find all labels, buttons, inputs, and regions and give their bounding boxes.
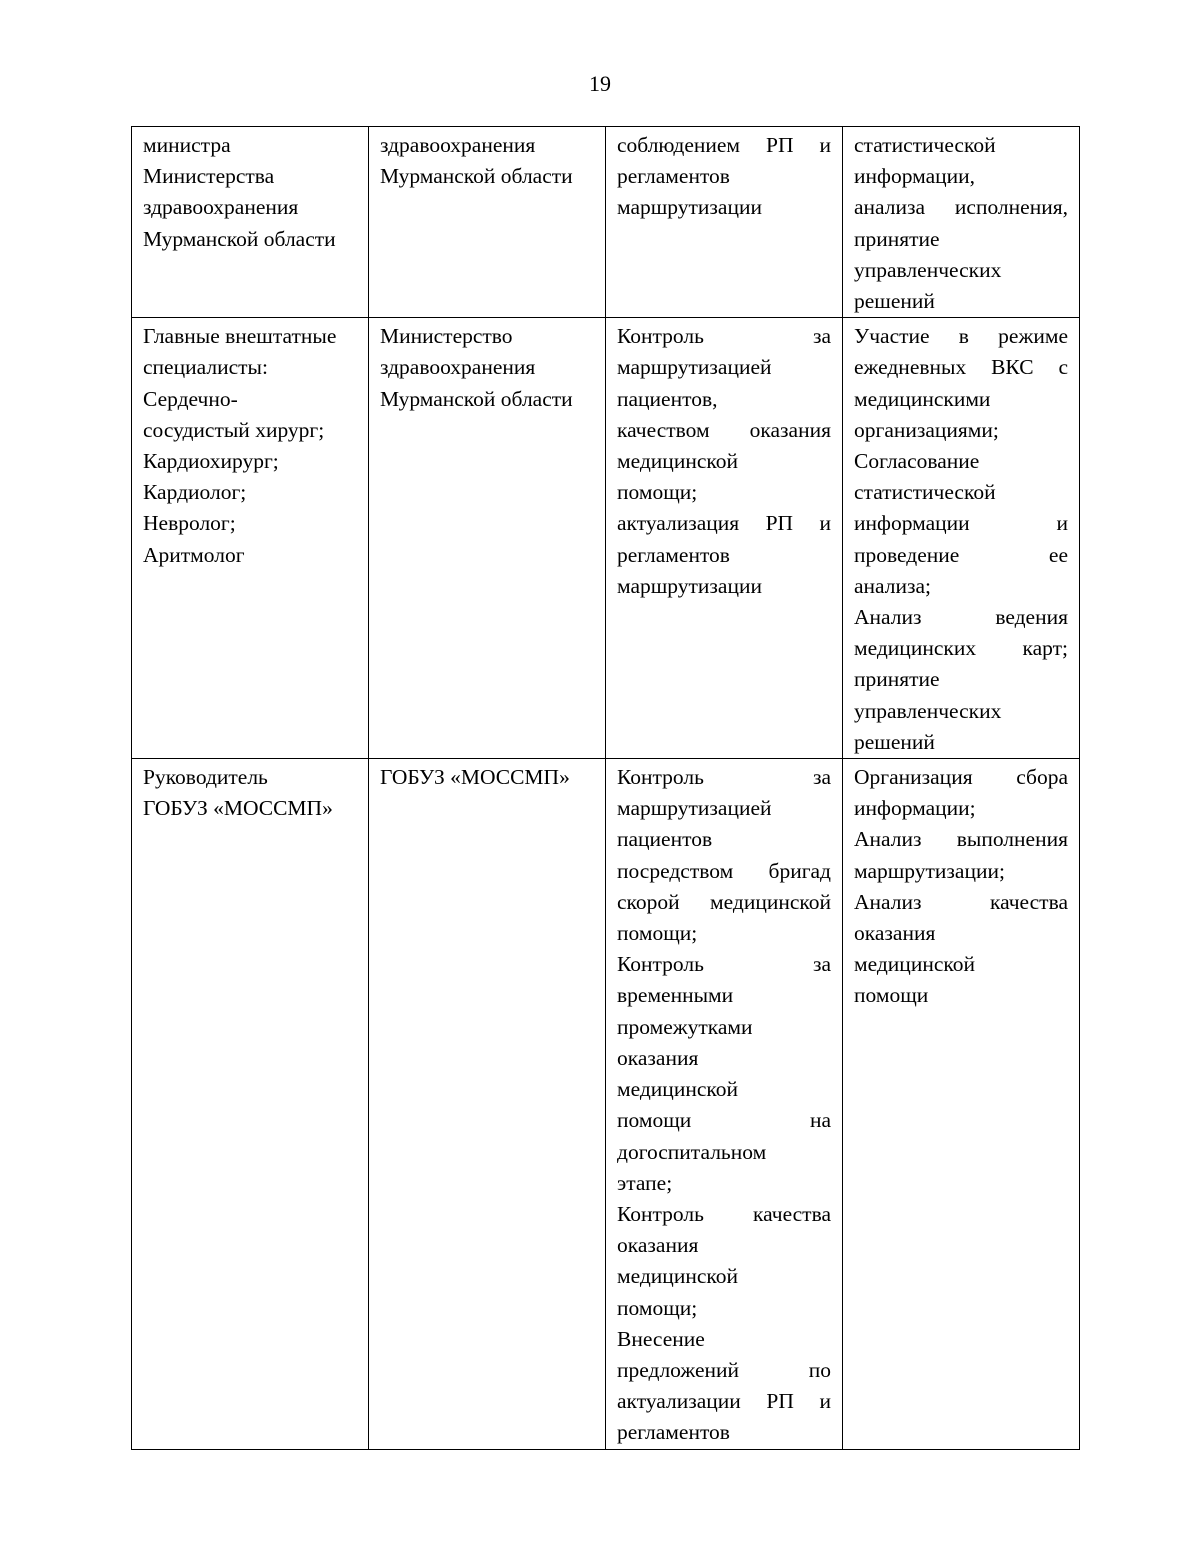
cell-text-line: пациентов bbox=[617, 827, 713, 852]
cell-text-line: здравоохранения bbox=[143, 195, 299, 220]
cell-text-line: Сердечно- bbox=[143, 386, 238, 411]
cell-text-line: Мурманской области bbox=[143, 226, 336, 251]
participant-cell bbox=[132, 318, 369, 759]
cell-text-line: Аритмолог bbox=[143, 542, 245, 567]
cell-text-line: Согласование bbox=[854, 449, 980, 474]
cell-text-line: соблюдением РП и bbox=[617, 133, 831, 157]
actions-cell bbox=[843, 759, 1080, 1449]
participant-cell bbox=[132, 759, 369, 1449]
cell-text-line: решений bbox=[854, 289, 935, 314]
cell-text-line: анализа; bbox=[854, 573, 932, 598]
cell-text-line: помощи; bbox=[617, 1295, 698, 1320]
cell-text-line: Мурманской области bbox=[380, 386, 573, 411]
cell-text-line: Главные внештатные bbox=[143, 324, 337, 349]
cell-text-line: пациентов, bbox=[617, 386, 718, 411]
cell-text-line: министра bbox=[143, 133, 231, 157]
cell-text-line: регламентов bbox=[617, 542, 730, 567]
cell-text-line: информации, bbox=[854, 164, 976, 189]
cell-text-line: медицинскими bbox=[854, 386, 991, 411]
cell-text-line: догоспитальном bbox=[617, 1139, 767, 1164]
cell-text-line: Кардиохирург; bbox=[143, 449, 279, 474]
table-body bbox=[132, 127, 1080, 1450]
participant-cell bbox=[132, 127, 369, 318]
cell-text-line: Внесение bbox=[617, 1326, 705, 1351]
cell-text-line: маршрутизацией bbox=[617, 796, 772, 821]
cell-text-line: Анализ выполнения bbox=[854, 827, 1068, 852]
cell-text-line: медицинских карт; bbox=[854, 636, 1068, 661]
routing-control-table bbox=[131, 126, 1080, 1450]
actions-cell bbox=[843, 127, 1080, 318]
table-row bbox=[132, 127, 1080, 318]
cell-text-line: ГОБУЗ «МОССМП» bbox=[380, 765, 570, 790]
cell-text-line: Кардиолог; bbox=[143, 480, 247, 505]
cell-text-line: сосудистый хирург; bbox=[143, 417, 325, 442]
cell-text-line: оказания bbox=[854, 921, 936, 946]
cell-text-line: качеством оказания bbox=[617, 417, 831, 442]
cell-text-line: актуализация РП и bbox=[617, 511, 831, 536]
cell-text-line: статистической bbox=[854, 480, 996, 505]
cell-text-line: Руководитель bbox=[143, 765, 268, 790]
control-cell bbox=[606, 127, 843, 318]
cell-text-line: ежедневных ВКС с bbox=[854, 355, 1068, 380]
organization-cell bbox=[369, 127, 606, 318]
table-row bbox=[132, 318, 1080, 759]
cell-text-line: помощи на bbox=[617, 1108, 831, 1133]
cell-text-line: Контроль качества bbox=[617, 1201, 831, 1226]
cell-text-line: Контроль за bbox=[617, 952, 831, 977]
cell-text-line: проведение ее bbox=[854, 542, 1068, 567]
actions-cell bbox=[843, 318, 1080, 759]
cell-text-line: предложений по bbox=[617, 1357, 831, 1382]
cell-text-line: временными bbox=[617, 983, 734, 1008]
cell-text-line: принятие bbox=[854, 226, 940, 251]
cell-text-line: управленческих bbox=[854, 698, 1002, 723]
cell-text-line: маршрутизации; bbox=[854, 858, 1005, 883]
cell-text-line: актуализации РП и bbox=[617, 1389, 831, 1414]
cell-text-line: Организация сбора bbox=[854, 765, 1068, 790]
cell-text-line: помощи; bbox=[617, 480, 698, 505]
control-cell bbox=[606, 759, 843, 1449]
cell-text-line: управленческих bbox=[854, 257, 1002, 282]
cell-text-line: Министерство bbox=[380, 324, 513, 349]
cell-text-line: медицинской bbox=[854, 952, 975, 977]
cell-text-line: промежутками bbox=[617, 1014, 753, 1039]
cell-text-line: Контроль за bbox=[617, 765, 831, 790]
cell-text-line: маршрутизации bbox=[617, 573, 762, 598]
cell-text-line: статистической bbox=[854, 133, 996, 157]
cell-text-line: здравоохранения bbox=[380, 133, 536, 157]
cell-text-line: регламентов bbox=[617, 164, 730, 189]
cell-text-line: помощи; bbox=[617, 921, 698, 946]
cell-text-line: медицинской bbox=[617, 449, 738, 474]
cell-text-line: Министерства bbox=[143, 164, 275, 189]
cell-text-line: информации; bbox=[854, 796, 976, 821]
cell-text-line: Участие в режиме bbox=[854, 324, 1068, 349]
cell-text-line: маршрутизацией bbox=[617, 355, 772, 380]
cell-text-line: регламентов bbox=[617, 1420, 730, 1445]
cell-text-line: Анализ ведения bbox=[854, 605, 1068, 630]
control-cell bbox=[606, 318, 843, 759]
cell-text-line: этапе; bbox=[617, 1170, 673, 1195]
cell-text-line: медицинской bbox=[617, 1264, 738, 1289]
cell-text-line: скорой медицинской bbox=[617, 889, 831, 914]
cell-text-line: маршрутизации bbox=[617, 195, 762, 220]
cell-text-line: Анализ качества bbox=[854, 889, 1068, 914]
cell-text-line: решений bbox=[854, 729, 935, 754]
cell-text-line: посредством бригад bbox=[617, 858, 831, 883]
page-number: 19 bbox=[589, 71, 611, 96]
organization-cell bbox=[369, 759, 606, 1449]
cell-text-line: Контроль за bbox=[617, 324, 831, 349]
cell-text-line: анализа исполнения, bbox=[854, 195, 1068, 220]
cell-text-line: ГОБУЗ «МОССМП» bbox=[143, 796, 333, 821]
cell-text-line: организациями; bbox=[854, 417, 999, 442]
table-row bbox=[132, 759, 1080, 1449]
cell-text-line: Мурманской области bbox=[380, 164, 573, 189]
cell-text-line: здравоохранения bbox=[380, 355, 536, 380]
cell-text-line: медицинской bbox=[617, 1077, 738, 1102]
cell-text-line: помощи bbox=[854, 983, 929, 1008]
cell-text-line: информации и bbox=[854, 511, 1068, 536]
cell-text-line: оказания bbox=[617, 1045, 699, 1070]
organization-cell bbox=[369, 318, 606, 759]
cell-text-line: принятие bbox=[854, 667, 940, 692]
cell-text-line: специалисты: bbox=[143, 355, 268, 380]
cell-text-line: Невролог; bbox=[143, 511, 236, 536]
cell-text-line: оказания bbox=[617, 1233, 699, 1258]
